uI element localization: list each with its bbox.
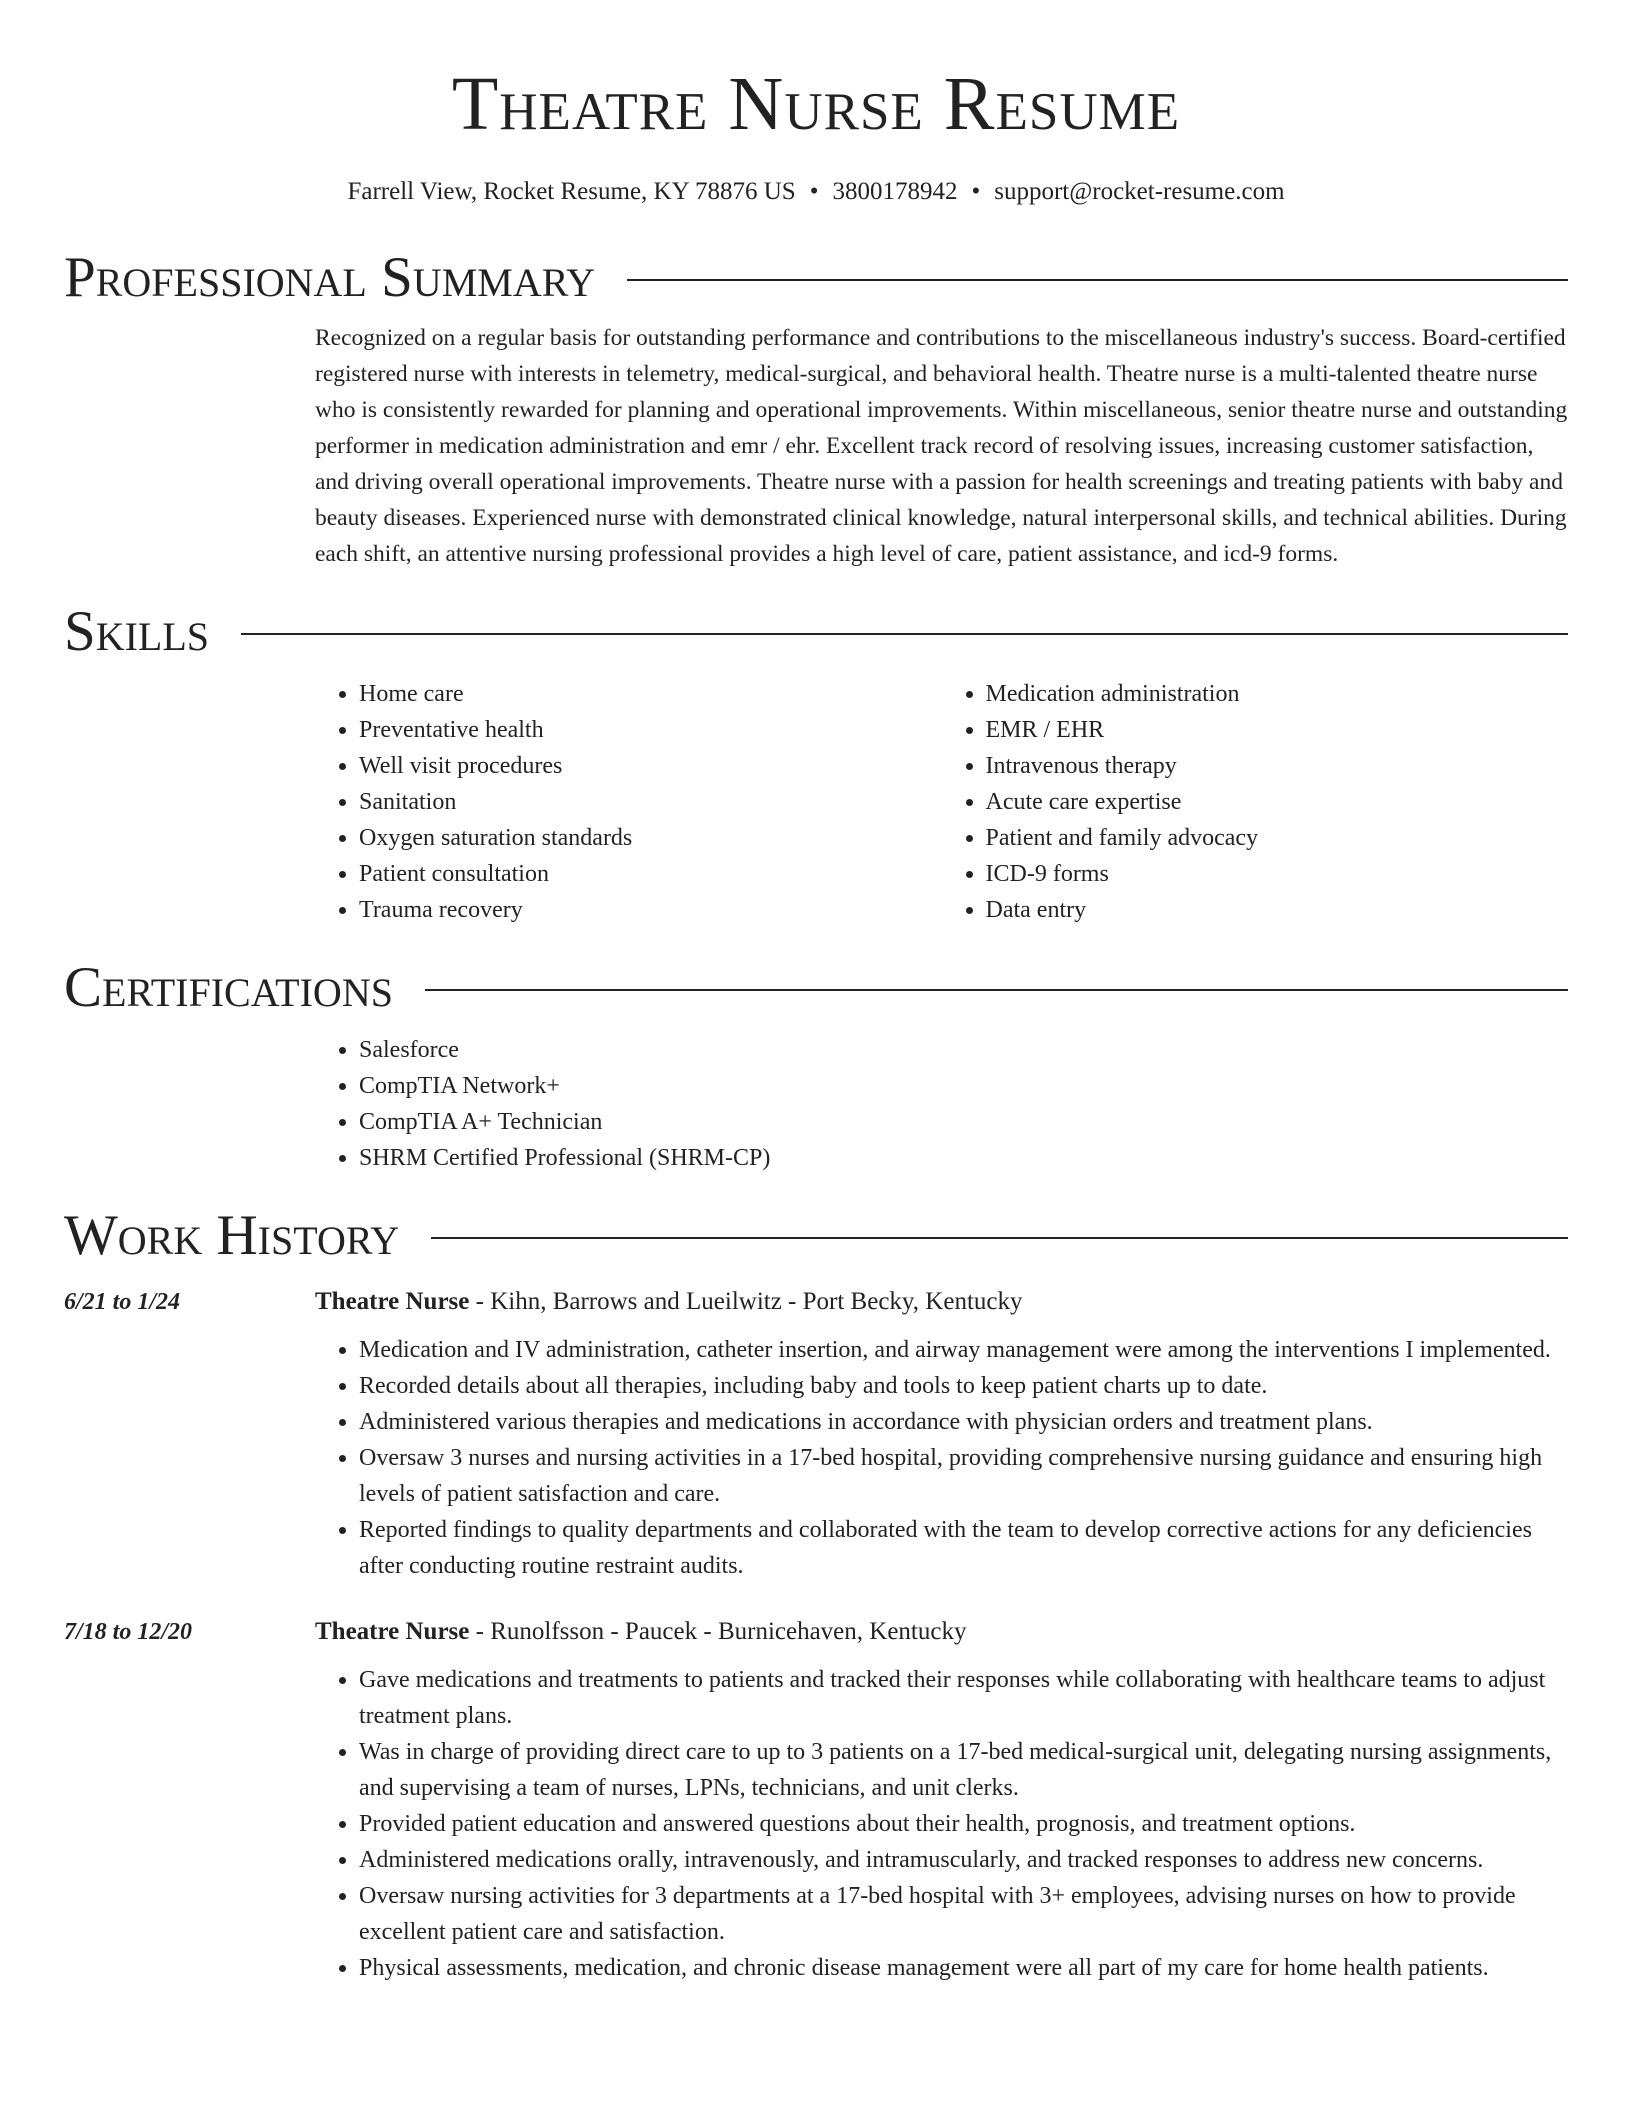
- contact-separator: •: [971, 178, 981, 205]
- certification-item: • SHRM Certified Professional (SHRM-CP): [359, 1140, 1568, 1176]
- resume-title: Theatre Nurse Resume: [451, 62, 1181, 146]
- skill-item: • Home care: [359, 676, 942, 712]
- job-bullet: • Oversaw 3 nurses and nursing activities in a 17-bed hospital, providing comprehensive nursing guidance and ensuring high levels of patient satisfaction and care.: [359, 1440, 1568, 1512]
- job-heading: [315, 1282, 1568, 1322]
- job-entry: [64, 1282, 1568, 1584]
- skill-item: • Patient and family advocacy: [986, 820, 1569, 856]
- job-bullet: • Oversaw nursing activities for 3 departments at a 17-bed hospital with 3+ employees, advising nurses on how to provide excellent patient care and satisfaction.: [359, 1878, 1568, 1950]
- certifications-list: [315, 1032, 1568, 1176]
- skill-item: • Trauma recovery: [359, 892, 942, 928]
- skill-item: • Patient consultation: [359, 856, 942, 892]
- contact-separator: •: [809, 178, 819, 205]
- work-section-title: Work History: [64, 1204, 400, 1267]
- job-bullet: • Administered medications orally, intravenously, and intramuscularly, and tracked responses to address new concerns.: [359, 1842, 1568, 1878]
- job-bullet: • Physical assessments, medication, and chronic disease management were all part of my care for home health patients.: [359, 1950, 1568, 1986]
- skills-list-right: [942, 676, 1569, 928]
- skills-section-title: Skills: [64, 600, 210, 663]
- job-bullet: • Gave medications and treatments to patients and tracked their responses while collaborating with healthcare teams to adjust treatment plans.: [359, 1662, 1568, 1734]
- summary-section-title: Professional Summary: [64, 246, 596, 309]
- job-bullet: • Was in charge of providing direct care to up to 3 patients on a 17-bed medical-surgical unit, delegating nursing assignments, and supervising a team of nurses, LPNs, technicians, and unit clerks.: [359, 1734, 1568, 1806]
- job-bullet: • Provided patient education and answered questions about their health, prognosis, and treatment options.: [359, 1806, 1568, 1842]
- skills-section-header: [64, 600, 1568, 664]
- section-divider: [425, 989, 1568, 991]
- certification-item: • Salesforce: [359, 1032, 1568, 1068]
- skill-item: • Sanitation: [359, 784, 942, 820]
- skill-item: • Intravenous therapy: [986, 748, 1569, 784]
- job-role: Theatre Nurse: [315, 1288, 470, 1315]
- job-bullets: [315, 1662, 1568, 1986]
- work-section-header: [64, 1204, 1568, 1268]
- skills-list-left: [315, 676, 942, 928]
- skill-item: • Preventative health: [359, 712, 942, 748]
- contact-line: [64, 176, 1568, 208]
- contact-phone: 3800178942: [832, 178, 958, 205]
- skill-item: • Well visit procedures: [359, 748, 942, 784]
- certifications-section-title: Certifications: [64, 956, 393, 1019]
- section-divider: [431, 1237, 1568, 1239]
- job-body: [315, 1282, 1568, 1584]
- skills-grid: [315, 676, 1568, 928]
- job-bullet: • Medication and IV administration, catheter insertion, and airway management were among the interventions I implemented.: [359, 1332, 1568, 1368]
- skill-item: • Medication administration: [986, 676, 1569, 712]
- job-details: - Runolfsson - Paucek - Burnicehaven, Kentucky: [469, 1618, 967, 1645]
- job-details: - Kihn, Barrows and Lueilwitz - Port Becky, Kentucky: [469, 1288, 1023, 1315]
- certification-item: • CompTIA A+ Technician: [359, 1104, 1568, 1140]
- job-bullet: • Administered various therapies and medications in accordance with physician orders and treatment plans.: [359, 1404, 1568, 1440]
- contact-address: Farrell View, Rocket Resume, KY 78876 US: [347, 178, 796, 205]
- summary-section-header: [64, 246, 1568, 310]
- job-bullet: • Reported findings to quality departments and collaborated with the team to develop corrective actions for any deficiencies after conducting routine restraint audits.: [359, 1512, 1568, 1584]
- job-entry: [64, 1612, 1568, 1986]
- job-heading: [315, 1612, 1568, 1652]
- section-divider: [627, 279, 1568, 281]
- section-divider: [241, 633, 1568, 635]
- contact-email: support@rocket-resume.com: [994, 178, 1285, 205]
- skill-item: • EMR / EHR: [986, 712, 1569, 748]
- job-dates: 7/18 to 12/20: [64, 1619, 193, 1645]
- certifications-list-wrapper: [315, 1032, 1568, 1176]
- certification-item: • CompTIA Network+: [359, 1068, 1568, 1104]
- job-bullets: [315, 1332, 1568, 1584]
- job-bullet: • Recorded details about all therapies, including baby and tools to keep patient charts up to date.: [359, 1368, 1568, 1404]
- job-role: Theatre Nurse: [315, 1618, 470, 1645]
- summary-text: Recognized on a regular basis for outstanding performance and contributions to the miscellaneous industry's success. Board-certified registered nurse with interests in telemetry, medical-surgical, and behavioral health. Theatre nurse is a multi-talented theatre nurse who is consistently rewarded for planning and operational improvements. Within miscellaneous, senior theatre nurse and outstanding performer in medication administration and emr / ehr. Excellent track record of resolving issues, increasing customer satisfaction, and driving overall operational improvements. Theatre nurse with a passion for health screenings and treating patients with baby and beauty diseases. Experienced nurse with demonstrated clinical knowledge, natural interpersonal skills, and technical abilities. During each shift, an attentive nursing professional provides a high level of care, patient assistance, and icd-9 forms.: [315, 325, 1568, 567]
- skill-item: • Data entry: [986, 892, 1569, 928]
- certifications-section-header: [64, 956, 1568, 1020]
- resume-page: [64, 0, 1568, 1986]
- skill-item: • Acute care expertise: [986, 784, 1569, 820]
- job-dates: 6/21 to 1/24: [64, 1289, 181, 1315]
- skill-item: • Oxygen saturation standards: [359, 820, 942, 856]
- job-body: [315, 1612, 1568, 1986]
- skill-item: • ICD-9 forms: [986, 856, 1569, 892]
